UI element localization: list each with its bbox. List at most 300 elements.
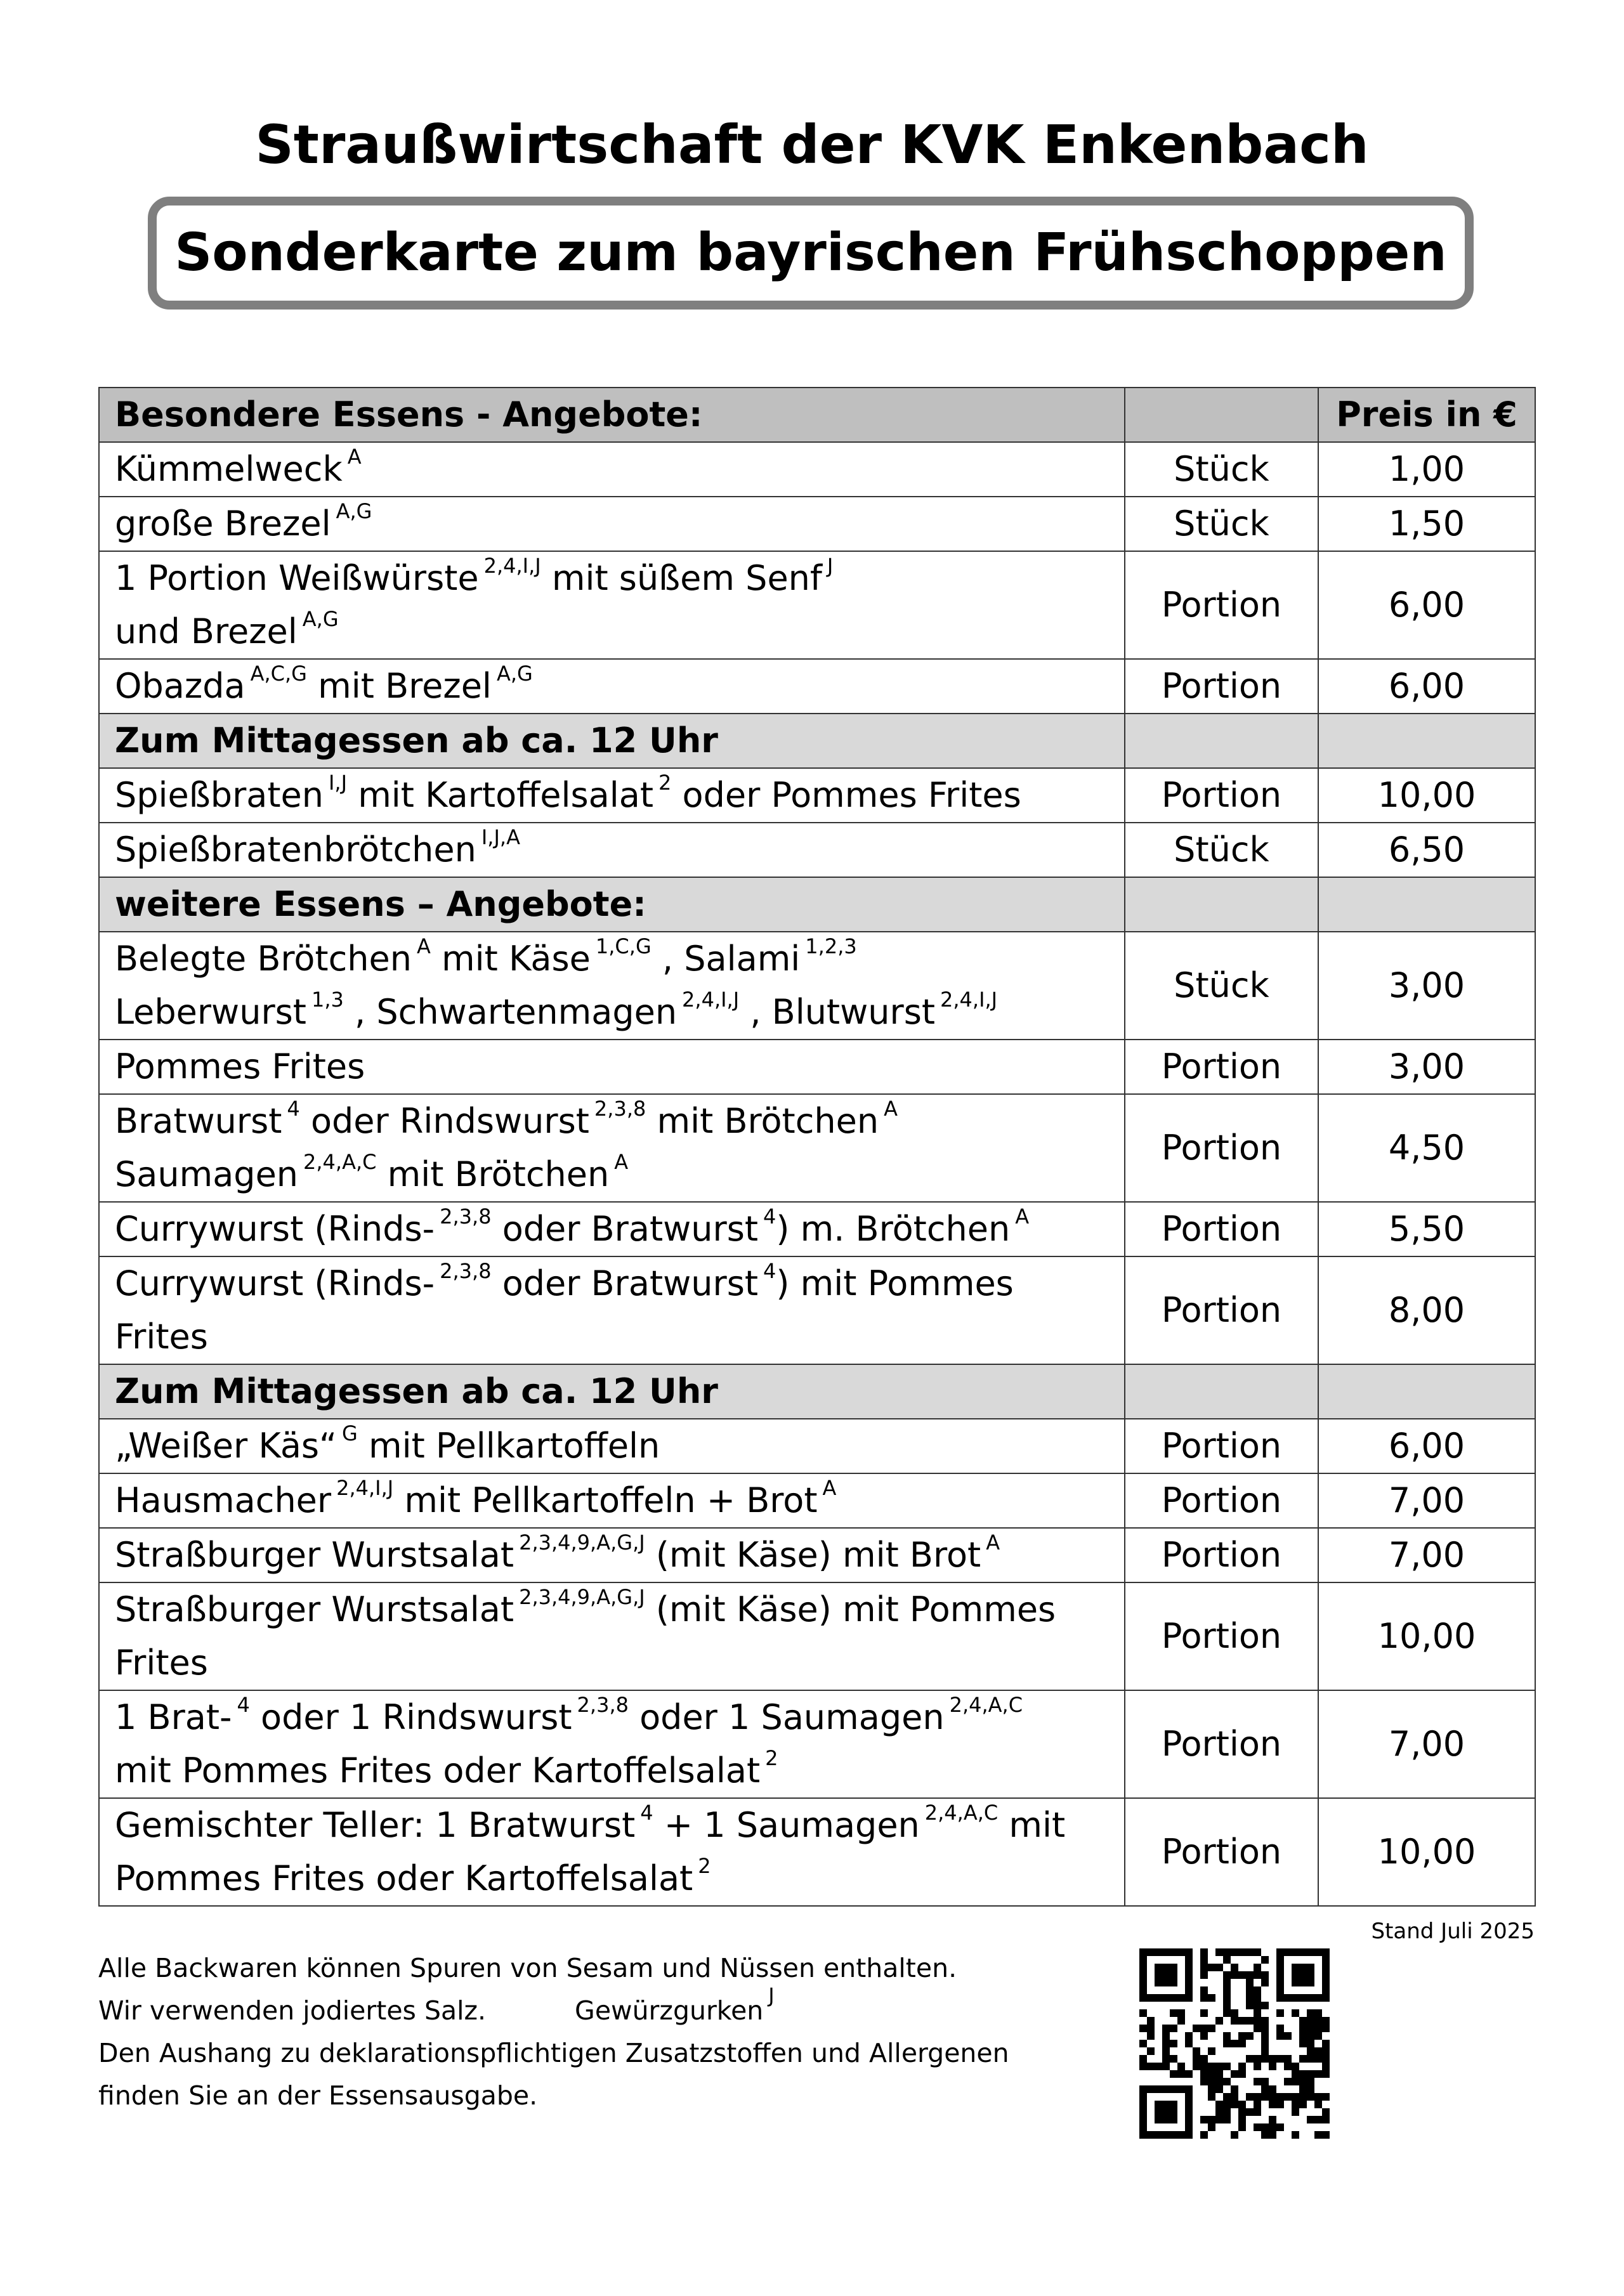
qr-module (1185, 2055, 1193, 2063)
qr-module (1299, 1948, 1307, 1956)
qr-module (1322, 1979, 1330, 1986)
qr-module (1147, 2063, 1155, 2070)
description-text: ) mit Pommes (776, 1263, 1014, 1303)
description-text: oder 1 Rindswurst (249, 1697, 572, 1737)
qr-module (1177, 1956, 1185, 1964)
menu-item-unit: Stück (1125, 932, 1318, 1040)
description-text: oder Pommes Frites (671, 775, 1021, 815)
description-text: mit (998, 1805, 1066, 1845)
menu-item-description (99, 1798, 1125, 1906)
qr-module (1223, 2101, 1231, 2108)
qr-module (1185, 1948, 1193, 1956)
qr-module (1238, 2101, 1246, 2108)
allergen-code: A (1015, 1204, 1030, 1229)
qr-module (1223, 1986, 1231, 1994)
qr-module (1170, 1948, 1177, 1956)
qr-module (1254, 1948, 1261, 1956)
qr-module (1269, 2093, 1276, 2101)
allergen-code: 2,4,A,C (949, 1692, 1023, 1717)
qr-module (1155, 2025, 1162, 2032)
qr-module (1208, 2131, 1215, 2139)
qr-module (1162, 2025, 1170, 2032)
qr-module (1193, 1979, 1200, 1986)
qr-module (1284, 2047, 1292, 2055)
qr-module (1292, 1971, 1299, 1979)
qr-module (1139, 2131, 1147, 2139)
qr-module (1208, 1986, 1215, 1994)
qr-module (1215, 2078, 1223, 2085)
menu-item-price: 10,00 (1318, 1582, 1535, 1690)
qr-module (1147, 1994, 1155, 2002)
menu-item-price: 6,00 (1318, 1419, 1535, 1473)
qr-module (1147, 2017, 1155, 2025)
qr-module (1200, 2108, 1208, 2116)
qr-module (1215, 2040, 1223, 2047)
description-text: Bratwurst (115, 1101, 282, 1141)
qr-module (1231, 1964, 1238, 1971)
description-text: Belegte Brötchen (115, 939, 412, 979)
qr-module (1246, 2131, 1254, 2139)
allergen-code: 2,3,4,9,A,G,J (519, 1584, 645, 1609)
qr-module (1299, 2040, 1307, 2047)
qr-module (1292, 1956, 1299, 1964)
qr-module (1162, 2017, 1170, 2025)
description-line (115, 1583, 1109, 1636)
qr-module (1139, 1994, 1147, 2002)
section-label: weitere Essens – Angebote: (99, 877, 1125, 932)
footer-notes (98, 1947, 1088, 2117)
qr-module (1292, 2093, 1299, 2101)
qr-module (1307, 2032, 1314, 2040)
allergen-code: A,G (302, 606, 339, 631)
description-line (115, 1744, 1109, 1797)
qr-module (1231, 2078, 1238, 2085)
allergen-code: A (347, 444, 362, 469)
qr-module (1276, 2085, 1284, 2093)
qr-module (1200, 2116, 1208, 2123)
menu-item-unit: Portion (1125, 1798, 1318, 1906)
qr-module (1307, 2017, 1314, 2025)
qr-module (1215, 2131, 1223, 2139)
qr-module (1177, 2070, 1185, 2078)
qr-module (1170, 1986, 1177, 1994)
qr-module (1155, 2040, 1162, 2047)
qr-module (1208, 2017, 1215, 2025)
qr-module (1139, 1956, 1147, 1964)
qr-module (1155, 2070, 1162, 2078)
qr-module (1200, 2055, 1208, 2063)
qr-module (1314, 2002, 1322, 2009)
qr-module (1215, 1971, 1223, 1979)
description-line (115, 1474, 1109, 1527)
description-text: oder 1 Saumagen (628, 1697, 945, 1737)
qr-module (1238, 2047, 1246, 2055)
qr-module (1215, 2085, 1223, 2093)
qr-module (1185, 2085, 1193, 2093)
menu-item-description (99, 1419, 1125, 1473)
qr-module (1276, 2108, 1284, 2116)
qr-module (1307, 1971, 1314, 1979)
qr-module (1223, 2002, 1231, 2009)
menu-item-row (99, 1202, 1535, 1256)
qr-module (1299, 2063, 1307, 2070)
qr-module (1276, 1971, 1284, 1979)
qr-module (1299, 2116, 1307, 2123)
qr-module (1231, 2131, 1238, 2139)
page-title: Straußwirtschaft der KVK Enkenbach (255, 114, 1369, 176)
qr-module (1147, 2002, 1155, 2009)
qr-module (1185, 2093, 1193, 2101)
qr-module (1147, 1948, 1155, 1956)
qr-module (1185, 2116, 1193, 2123)
qr-module (1284, 2017, 1292, 2025)
qr-module (1155, 1948, 1162, 1956)
qr-module (1276, 1964, 1284, 1971)
qr-module (1208, 2047, 1215, 2055)
qr-module (1223, 1994, 1231, 2002)
qr-module (1269, 2055, 1276, 2063)
qr-module (1307, 2116, 1314, 2123)
qr-module (1261, 2078, 1269, 2085)
qr-module (1208, 2101, 1215, 2108)
section-unit-cell (1125, 1364, 1318, 1419)
qr-module (1322, 1986, 1330, 1994)
qr-module (1269, 2040, 1276, 2047)
qr-module (1162, 2116, 1170, 2123)
qr-module (1238, 2093, 1246, 2101)
qr-module (1185, 2108, 1193, 2116)
footer-gurken-note: Gewürzgurken (575, 1995, 764, 2026)
menu-item-description (99, 551, 1125, 659)
description-text: oder Rindswurst (299, 1101, 589, 1141)
qr-module (1162, 2093, 1170, 2101)
qr-module (1200, 2025, 1208, 2032)
description-text: , Blutwurst (739, 992, 935, 1032)
description-text: Frites (115, 1317, 208, 1357)
qr-module (1208, 2085, 1215, 2093)
header-price-label: Preis in € (1318, 388, 1535, 442)
qr-module (1215, 1956, 1223, 1964)
allergen-code: 2,3,4,9,A,G,J (519, 1530, 645, 1555)
description-text: mit Brötchen (376, 1154, 610, 1194)
qr-module (1322, 1964, 1330, 1971)
description-text: , Salami (651, 939, 801, 979)
qr-module (1269, 2070, 1276, 2078)
qr-module (1170, 1979, 1177, 1986)
allergen-code: A (416, 934, 431, 958)
qr-module (1223, 2025, 1231, 2032)
qr-module (1238, 2009, 1246, 2017)
qr-module (1223, 2063, 1231, 2070)
allergen-code: 4 (287, 1096, 300, 1121)
description-text: Spießbratenbrötchen (115, 830, 476, 870)
qr-module (1193, 2116, 1200, 2123)
qr-module (1185, 2040, 1193, 2047)
qr-module (1162, 2002, 1170, 2009)
qr-module (1292, 2002, 1299, 2009)
qr-module (1162, 2009, 1170, 2017)
qr-module (1155, 2101, 1162, 2108)
qr-module (1231, 2047, 1238, 2055)
qr-module (1193, 2040, 1200, 2047)
qr-module (1314, 2025, 1322, 2032)
qr-module (1231, 2085, 1238, 2093)
qr-module (1322, 2070, 1330, 2078)
qr-module (1208, 1994, 1215, 2002)
qr-module (1162, 1971, 1170, 1979)
qr-module (1162, 1948, 1170, 1956)
qr-module (1215, 2108, 1223, 2116)
qr-module (1276, 2093, 1284, 2101)
qr-module (1276, 2078, 1284, 2085)
qr-module (1299, 2017, 1307, 2025)
description-line (115, 823, 1109, 877)
menu-item-row (99, 823, 1535, 877)
qr-module (1246, 2040, 1254, 2047)
qr-module (1170, 2108, 1177, 2116)
menu-item-price: 6,00 (1318, 551, 1535, 659)
qr-module (1200, 2070, 1208, 2078)
qr-module (1284, 2025, 1292, 2032)
qr-module (1231, 2032, 1238, 2040)
qr-module (1261, 1948, 1269, 1956)
description-text: oder Bratwurst (491, 1263, 759, 1303)
qr-module (1322, 2009, 1330, 2017)
qr-module (1193, 2093, 1200, 2101)
qr-module (1314, 1994, 1322, 2002)
menu-item-unit: Portion (1125, 768, 1318, 823)
allergen-code: 2,3,8 (440, 1204, 492, 1229)
qr-module (1139, 2101, 1147, 2108)
description-text: und Brezel (115, 611, 298, 651)
description-line (115, 497, 1109, 551)
qr-module (1276, 2101, 1284, 2108)
qr-module (1139, 2055, 1147, 2063)
qr-module (1284, 2040, 1292, 2047)
qr-module (1261, 2047, 1269, 2055)
qr-module (1231, 2101, 1238, 2108)
description-text: mit Pellkartoffeln (357, 1426, 660, 1466)
qr-module (1170, 1971, 1177, 1979)
qr-module (1254, 2017, 1261, 2025)
qr-module (1200, 1956, 1208, 1964)
qr-code-icon[interactable] (1139, 1948, 1330, 2139)
qr-module (1215, 2025, 1223, 2032)
qr-module (1208, 1956, 1215, 1964)
qr-module (1254, 2025, 1261, 2032)
qr-module (1155, 1956, 1162, 1964)
qr-module (1246, 1948, 1254, 1956)
qr-module (1254, 2032, 1261, 2040)
qr-module (1155, 2078, 1162, 2085)
menu-header-row (99, 388, 1535, 442)
qr-module (1147, 2047, 1155, 2055)
qr-module (1185, 2131, 1193, 2139)
qr-module (1292, 2108, 1299, 2116)
qr-module (1177, 2085, 1185, 2093)
qr-module (1261, 1964, 1269, 1971)
qr-module (1269, 2108, 1276, 2116)
qr-module (1307, 2131, 1314, 2139)
qr-module (1177, 2055, 1185, 2063)
qr-module (1185, 1994, 1193, 2002)
qr-module (1223, 2070, 1231, 2078)
qr-module (1139, 1979, 1147, 1986)
qr-module (1208, 2063, 1215, 2070)
qr-module (1208, 1979, 1215, 1986)
qr-module (1200, 2047, 1208, 2055)
menu-item-price: 1,50 (1318, 497, 1535, 551)
qr-module (1284, 2085, 1292, 2093)
qr-module (1276, 1994, 1284, 2002)
menu-item-description (99, 823, 1125, 877)
qr-module (1299, 1971, 1307, 1979)
qr-module (1276, 2047, 1284, 2055)
qr-module (1155, 2047, 1162, 2055)
description-line (115, 769, 1109, 822)
qr-module (1155, 1986, 1162, 1994)
allergen-code: 1,2,3 (805, 934, 857, 958)
qr-module (1215, 2032, 1223, 2040)
menu-item-description (99, 1582, 1125, 1690)
qr-module (1284, 2093, 1292, 2101)
qr-module (1322, 2063, 1330, 2070)
qr-module (1193, 2002, 1200, 2009)
qr-module (1139, 1986, 1147, 1994)
allergen-code: 2 (765, 1745, 778, 1770)
description-line (115, 1203, 1109, 1256)
menu-item-unit: Portion (1125, 1419, 1318, 1473)
menu-item-row (99, 1473, 1535, 1528)
allergen-code: 2,4,I,J (940, 987, 998, 1012)
qr-module (1185, 2032, 1193, 2040)
menu-item-row (99, 1690, 1535, 1798)
qr-module (1147, 2085, 1155, 2093)
description-text: große Brezel (115, 504, 331, 544)
qr-module (1284, 1956, 1292, 1964)
qr-module (1238, 1994, 1246, 2002)
description-text: ) m. Brötchen (776, 1209, 1011, 1249)
description-text: Frites (115, 1643, 208, 1683)
qr-module (1193, 2131, 1200, 2139)
allergen-code: I,J,A (481, 825, 520, 849)
qr-module (1292, 2131, 1299, 2139)
qr-module (1162, 2047, 1170, 2055)
qr-module (1292, 1986, 1299, 1994)
qr-module (1238, 1986, 1246, 1994)
menu-item-row (99, 932, 1535, 1040)
qr-module (1238, 2070, 1246, 2078)
qr-module (1269, 2085, 1276, 2093)
menu-item-unit: Portion (1125, 1473, 1318, 1528)
qr-module (1276, 2025, 1284, 2032)
qr-module (1170, 2070, 1177, 2078)
allergen-code: 4 (763, 1258, 776, 1283)
qr-module (1299, 2002, 1307, 2009)
allergen-code: I,J (328, 770, 348, 795)
qr-module (1170, 2085, 1177, 2093)
qr-module (1314, 2017, 1322, 2025)
qr-module (1314, 2131, 1322, 2139)
qr-module (1177, 2116, 1185, 2123)
menu-item-row (99, 1582, 1535, 1690)
qr-module (1292, 2055, 1299, 2063)
qr-module (1223, 1956, 1231, 1964)
qr-module (1231, 2017, 1238, 2025)
qr-module (1177, 2078, 1185, 2085)
qr-module (1269, 1986, 1276, 1994)
qr-module (1314, 2093, 1322, 2101)
qr-module (1170, 2055, 1177, 2063)
qr-module (1299, 1979, 1307, 1986)
menu-item-row (99, 1256, 1535, 1364)
qr-module (1299, 2101, 1307, 2108)
section-unit-cell (1125, 877, 1318, 932)
menu-item-price: 5,50 (1318, 1202, 1535, 1256)
qr-module (1170, 1956, 1177, 1964)
qr-module (1292, 2025, 1299, 2032)
menu-item-row (99, 1040, 1535, 1094)
qr-module (1314, 2047, 1322, 2055)
qr-module (1155, 2055, 1162, 2063)
menu-item-description (99, 1256, 1125, 1364)
qr-module (1299, 2078, 1307, 2085)
qr-module (1284, 2131, 1292, 2139)
qr-module (1223, 2108, 1231, 2116)
qr-module (1223, 2131, 1231, 2139)
menu-item-price: 10,00 (1318, 768, 1535, 823)
qr-module (1322, 2093, 1330, 2101)
description-line (115, 1310, 1109, 1364)
qr-module (1314, 2123, 1322, 2131)
qr-module (1139, 2093, 1147, 2101)
qr-module (1299, 1964, 1307, 1971)
qr-module (1307, 1979, 1314, 1986)
menu-item-row (99, 442, 1535, 497)
description-line (115, 1040, 1109, 1093)
qr-module (1139, 2078, 1147, 2085)
qr-module (1254, 2131, 1261, 2139)
qr-module (1147, 1986, 1155, 1994)
qr-module (1185, 2047, 1193, 2055)
menu-item-description (99, 659, 1125, 714)
qr-module (1322, 2047, 1330, 2055)
qr-module (1155, 2093, 1162, 2101)
qr-module (1269, 1994, 1276, 2002)
qr-module (1155, 2063, 1162, 2070)
qr-module (1208, 2025, 1215, 2032)
qr-module (1269, 1948, 1276, 1956)
menu-table (98, 387, 1536, 1907)
description-line (115, 1799, 1109, 1852)
qr-module (1246, 1986, 1254, 1994)
qr-module (1246, 2032, 1254, 2040)
qr-module (1284, 1971, 1292, 1979)
section-price-cell (1318, 714, 1535, 768)
qr-module (1147, 1971, 1155, 1979)
qr-module (1307, 2101, 1314, 2108)
qr-module (1200, 2123, 1208, 2131)
qr-module (1177, 2131, 1185, 2139)
header-item-label: Besondere Essens - Angebote: (99, 388, 1125, 442)
qr-module (1139, 2047, 1147, 2055)
qr-module (1215, 2116, 1223, 2123)
qr-module (1261, 2040, 1269, 2047)
qr-module (1162, 1956, 1170, 1964)
menu-item-price: 7,00 (1318, 1528, 1535, 1582)
allergen-code: 2,3,8 (440, 1258, 492, 1283)
qr-module (1254, 1956, 1261, 1964)
